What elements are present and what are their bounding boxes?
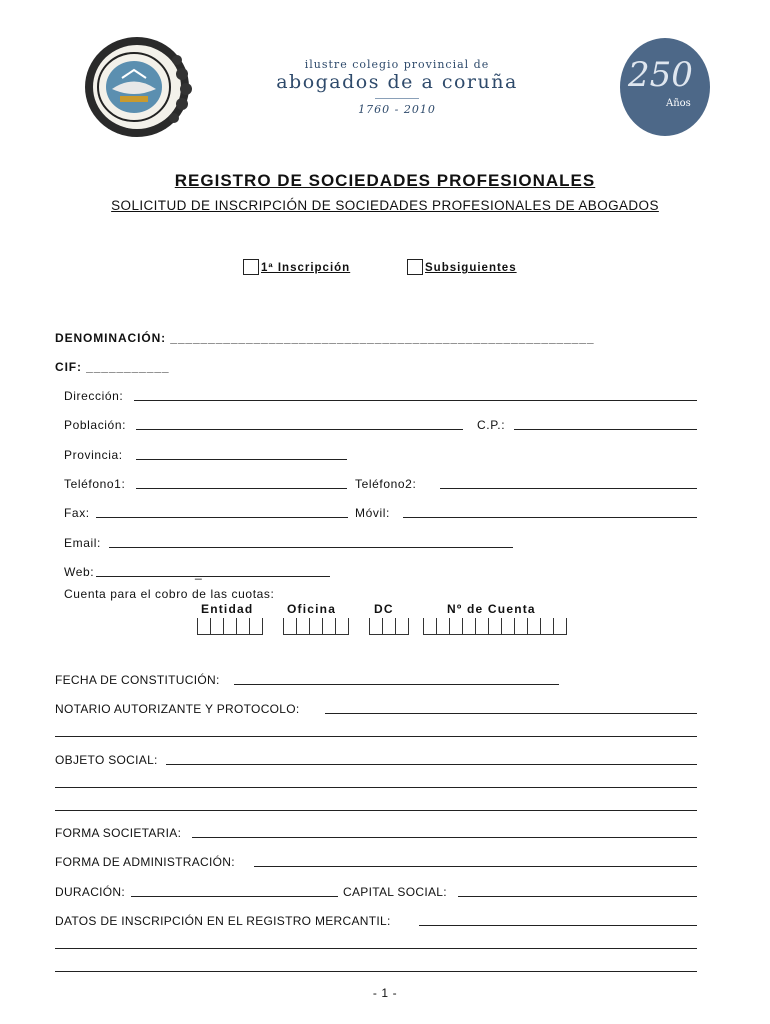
duracion-label: DURACIÓN: (55, 885, 126, 899)
org-years: 1760 - 2010 (358, 103, 436, 116)
cp-label: C.P.: (477, 418, 506, 432)
objeto-social-input-2[interactable] (55, 787, 697, 788)
web-label: Web: (64, 565, 95, 579)
registro-mercantil-input-3[interactable] (55, 971, 697, 972)
provincia-label: Provincia: (64, 448, 123, 462)
email-input[interactable] (109, 547, 513, 548)
svg-text:250: 250 (628, 55, 693, 95)
provincia-input[interactable] (136, 459, 347, 460)
first-inscription-checkbox[interactable] (243, 259, 259, 275)
registro-mercantil-input[interactable] (419, 925, 697, 926)
org-line2: abogados de a coruña (276, 71, 518, 93)
dc-header: DC (374, 602, 394, 616)
denominacion-field[interactable]: DENOMINACIÓN: ________________________________________________________ (55, 331, 595, 345)
telefono2-label: Teléfono2: (355, 477, 417, 491)
objeto-social-label: OBJETO SOCIAL: (55, 753, 158, 767)
telefono1-input[interactable] (136, 488, 347, 489)
telefono1-label: Teléfono1: (64, 477, 126, 491)
registro-mercantil-label: DATOS DE INSCRIPCIÓN EN EL REGISTRO MERCANTIL: (55, 914, 391, 928)
capital-social-label: CAPITAL SOCIAL: (343, 885, 447, 899)
objeto-social-input-3[interactable] (55, 810, 697, 811)
numero-cuenta-header: Nº de Cuenta (447, 602, 536, 616)
fax-label: Fax: (64, 506, 90, 520)
forma-administracion-input[interactable] (254, 866, 697, 867)
badge-text: Años (666, 98, 691, 109)
entidad-boxes[interactable] (197, 618, 263, 635)
telefono2-input[interactable] (440, 488, 697, 489)
web-underscore: _ (195, 566, 203, 580)
notario-label: NOTARIO AUTORIZANTE Y PROTOCOLO: (55, 702, 300, 716)
subsequent-label: Subsiguientes (425, 262, 517, 274)
email-label: Email: (64, 536, 101, 550)
web-input[interactable] (96, 576, 330, 577)
capital-social-input[interactable] (458, 896, 697, 897)
anniversary-badge (618, 36, 712, 138)
subsequent-checkbox[interactable] (407, 259, 423, 275)
dc-boxes[interactable] (369, 618, 409, 635)
org-line1: ilustre colegio provincial de (304, 58, 490, 71)
page-title: REGISTRO DE SOCIEDADES PROFESIONALES (174, 171, 596, 190)
first-inscription-label: 1ª Inscripción (261, 262, 351, 274)
movil-input[interactable] (403, 517, 697, 518)
page-number: - 1 - (372, 986, 398, 1000)
entidad-header: Entidad (201, 602, 254, 616)
fecha-constitucion-label: FECHA DE CONSTITUCIÓN: (55, 673, 220, 687)
cuenta-label: Cuenta para el cobro de las cuotas: (64, 587, 275, 601)
cif-field[interactable]: CIF: ___________ (55, 360, 170, 374)
fecha-constitucion-input[interactable] (234, 684, 559, 685)
duracion-input[interactable] (131, 896, 338, 897)
forma-administracion-label: FORMA DE ADMINISTRACIÓN: (55, 855, 235, 869)
movil-label: Móvil: (355, 506, 390, 520)
poblacion-label: Población: (64, 418, 127, 432)
fax-input[interactable] (96, 517, 348, 518)
direccion-label: Dirección: (64, 389, 124, 403)
forma-societaria-input[interactable] (192, 837, 697, 838)
direccion-input[interactable] (134, 400, 697, 401)
numero-cuenta-boxes[interactable] (423, 618, 567, 635)
colegio-seal-logo (82, 34, 192, 140)
page-subtitle: SOLICITUD DE INSCRIPCIÓN DE SOCIEDADES PROFESIONALES DE ABOGADOS (111, 198, 659, 213)
registro-mercantil-input-2[interactable] (55, 948, 697, 949)
cp-input[interactable] (514, 429, 697, 430)
poblacion-input[interactable] (136, 429, 463, 430)
notario-input[interactable] (325, 713, 697, 714)
forma-societaria-label: FORMA SOCIETARIA: (55, 826, 182, 840)
oficina-header: Oficina (287, 602, 337, 616)
colegio-name-logo (262, 58, 532, 116)
notario-input-2[interactable] (55, 736, 697, 737)
oficina-boxes[interactable] (283, 618, 349, 635)
objeto-social-input[interactable] (166, 764, 697, 765)
